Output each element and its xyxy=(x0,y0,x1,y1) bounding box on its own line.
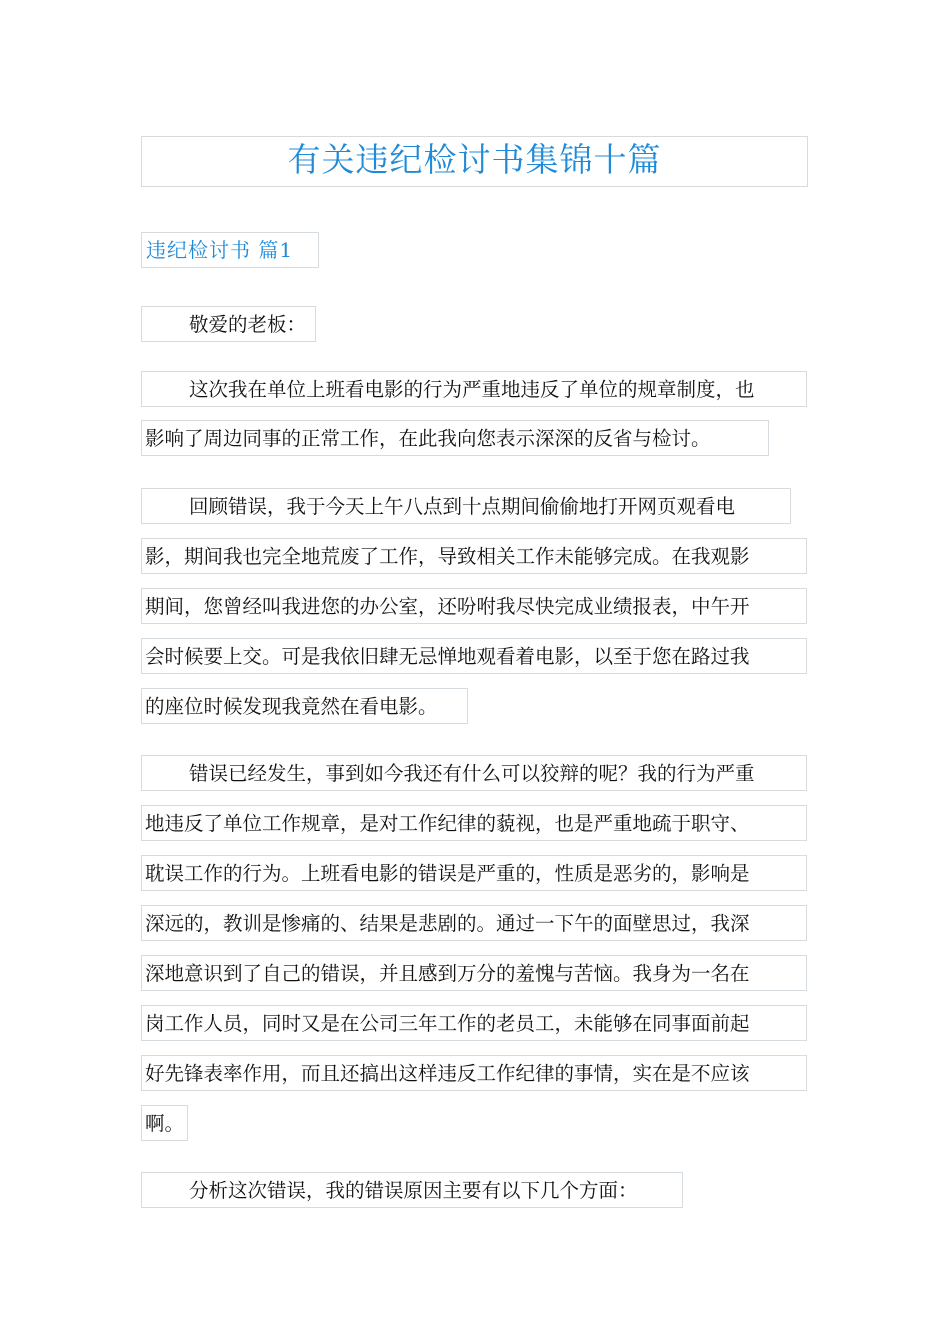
paragraph-line: 分析这次错误，我的错误原因主要有以下几个方面： xyxy=(141,1172,683,1208)
document-title: 有关违纪检讨书集锦十篇 xyxy=(141,136,808,187)
paragraph-line: 好先锋表率作用，而且还搞出这样违反工作纪律的事情，实在是不应该 xyxy=(141,1055,807,1091)
paragraph-line: 啊。 xyxy=(141,1105,188,1141)
paragraph-line: 地违反了单位工作规章，是对工作纪律的藐视，也是严重地疏于职守、 xyxy=(141,805,807,841)
paragraph-line: 期间，您曾经叫我进您的办公室，还吩咐我尽快完成业绩报表，中午开 xyxy=(141,588,807,624)
paragraph-line: 耽误工作的行为。上班看电影的错误是严重的，性质是恶劣的，影响是 xyxy=(141,855,807,891)
paragraph-line: 岗工作人员，同时又是在公司三年工作的老员工，未能够在同事面前起 xyxy=(141,1005,807,1041)
paragraph-line: 影，期间我也完全地荒废了工作，导致相关工作未能够完成。在我观影 xyxy=(141,538,807,574)
section-heading: 违纪检讨书 篇1 xyxy=(141,232,319,268)
paragraph-line: 错误已经发生，事到如今我还有什么可以狡辩的呢？我的行为严重 xyxy=(141,755,807,791)
paragraph-line: 深地意识到了自己的错误，并且感到万分的羞愧与苦恼。我身为一名在 xyxy=(141,955,807,991)
paragraph-line: 会时候要上交。可是我依旧肆无忌惮地观看着电影，以至于您在路过我 xyxy=(141,638,807,674)
paragraph-line: 这次我在单位上班看电影的行为严重地违反了单位的规章制度，也 xyxy=(141,371,807,407)
paragraph-line: 影响了周边同事的正常工作，在此我向您表示深深的反省与检讨。 xyxy=(141,420,769,456)
paragraph-line: 回顾错误，我于今天上午八点到十点期间偷偷地打开网页观看电 xyxy=(141,488,791,524)
paragraph-line: 深远的，教训是惨痛的、结果是悲剧的。通过一下午的面壁思过，我深 xyxy=(141,905,807,941)
salutation-line: 敬爱的老板： xyxy=(141,306,316,342)
paragraph-line: 的座位时候发现我竟然在看电影。 xyxy=(141,688,468,724)
